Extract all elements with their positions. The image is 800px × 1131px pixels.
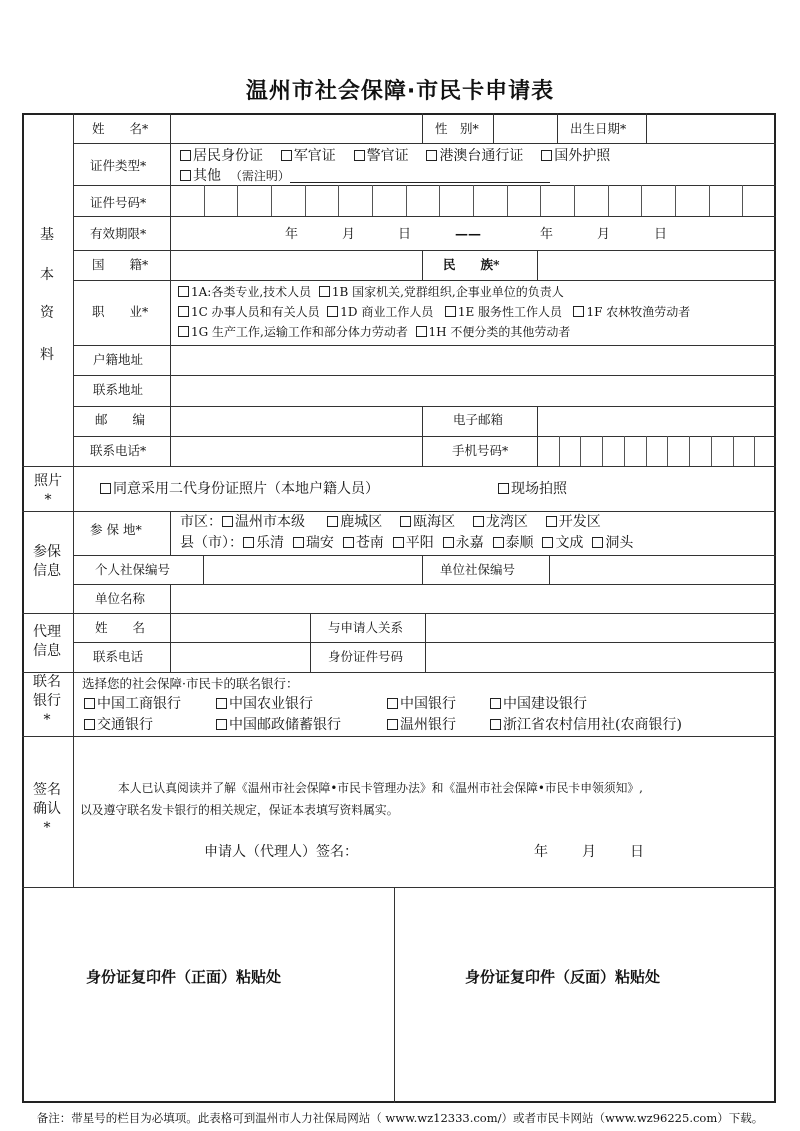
agent-id-field[interactable]	[428, 644, 774, 670]
name-label: 姓 名*	[92, 121, 149, 136]
id-number-cell-divider	[372, 185, 373, 216]
bank-option-zjrcc[interactable]: 浙江省农村信用社(农商银行)	[490, 718, 682, 732]
personal-insurance-no-label: 个人社保编号	[95, 562, 171, 577]
checkbox-icon	[542, 537, 553, 548]
checkbox-icon	[573, 306, 584, 317]
form-title: 温州市社会保障·市民卡申请表	[245, 79, 555, 104]
checkbox-icon	[498, 483, 509, 494]
checkbox-icon	[293, 537, 304, 548]
checkbox-icon	[541, 150, 552, 161]
section-basic-3: 资	[40, 305, 54, 321]
checkbox-icon	[354, 150, 365, 161]
grid-line	[170, 511, 171, 555]
gender-label: 性 别*	[435, 121, 479, 136]
grid-line	[170, 584, 171, 672]
agent-relation-label: 与申请人关系	[328, 620, 404, 635]
section-insurance: 参保 信息	[33, 544, 61, 579]
occupation-1g[interactable]: 1G 生产工作,运输工作和部分体力劳动者	[178, 325, 408, 339]
mobile-cell-divider	[667, 436, 668, 466]
id-number-cell-divider	[237, 185, 238, 216]
id-number-cell-divider	[709, 185, 710, 216]
district-kaifa[interactable]: 开发区	[546, 514, 601, 530]
bank-option-ccb[interactable]: 中国建设银行	[490, 697, 587, 711]
id-number-cell-divider	[473, 185, 474, 216]
nationality-field[interactable]	[172, 252, 422, 278]
id-number-cell-divider	[641, 185, 642, 216]
checkbox-icon	[180, 170, 191, 181]
grid-line	[22, 511, 776, 512]
signature-field[interactable]	[380, 838, 520, 862]
grid-line	[73, 216, 776, 217]
id-number-cell-divider	[271, 185, 272, 216]
ethnicity-field[interactable]	[540, 252, 774, 278]
mobile-cell-divider	[580, 436, 581, 466]
agent-name-label: 姓 名	[95, 620, 146, 635]
photo-option-onsite[interactable]: 现场拍照	[498, 482, 567, 496]
checkbox-icon	[216, 719, 227, 730]
id-type-military[interactable]: 军官证	[281, 148, 336, 164]
section-sign: 签名 确认 *	[33, 782, 61, 836]
grid-line	[73, 436, 776, 437]
checkbox-icon	[592, 537, 603, 548]
occupation-1a[interactable]: 1A:各类专业,技术人员	[178, 285, 311, 299]
ethnicity-label: 民 族*	[443, 257, 500, 272]
sign-statement-line1: 本人已认真阅读并了解《温州市社会保障•市民卡管理办法》和《温州市社会保障•市民卡申领须知》,	[118, 781, 643, 795]
sign-date-month: 月	[582, 844, 596, 860]
birth-date-field[interactable]	[648, 116, 774, 142]
id-other-input[interactable]	[290, 170, 550, 183]
id-number-cell-divider	[574, 185, 575, 216]
checkbox-icon	[100, 483, 111, 494]
id-type-passport[interactable]: 国外护照	[541, 148, 610, 164]
city-district-options: 市区： 温州市本级 鹿城区 瓯海区 龙湾区 开发区	[180, 514, 601, 530]
grid-line	[425, 613, 426, 672]
bank-option-bocom[interactable]: 交通银行	[84, 718, 153, 732]
checkbox-icon	[343, 537, 354, 548]
bank-option-abc[interactable]: 中国农业银行	[216, 697, 313, 711]
mobile-cell-divider	[602, 436, 603, 466]
id-number-cell-divider	[305, 185, 306, 216]
county-taishun[interactable]: 泰顺	[493, 535, 534, 551]
household-address-field[interactable]	[172, 346, 774, 374]
id-number-cell-divider	[507, 185, 508, 216]
agent-phone-label: 联系电话	[93, 649, 144, 664]
grid-line	[22, 736, 776, 737]
occupation-1h[interactable]: 1H 不便分类的其他劳动者	[416, 325, 571, 339]
footnote: 备注：带星号的栏目为必填项。此表格可到温州市人力社保局网站（ www.wz12333.com/）或者市民卡网站（www.wz96225.com）下载。	[36, 1111, 764, 1125]
grid-line	[22, 672, 776, 673]
occupation-1e[interactable]: 1E 服务性工作人员	[445, 305, 562, 319]
checkbox-icon	[416, 326, 427, 337]
checkbox-icon	[327, 306, 338, 317]
occupation-1b[interactable]: 1B 国家机关,党群组织,企事业单位的负责人	[319, 285, 564, 299]
district-longwan[interactable]: 龙湾区	[473, 514, 528, 530]
sign-statement-line2: 以及遵守联名发卡银行的相关规定，保证本表填写资料属实。	[80, 803, 399, 817]
checkbox-icon	[387, 698, 398, 709]
id-copy-back-area: 身份证复印件（反面）粘贴处	[465, 968, 661, 986]
mobile-cell-divider	[754, 436, 755, 466]
validity-month-start: 月	[342, 227, 356, 242]
occupation-line-2	[178, 306, 690, 318]
grid-line	[73, 555, 776, 556]
unit-insurance-no-field[interactable]	[552, 557, 774, 583]
county-ruian[interactable]: 瑞安	[293, 535, 334, 551]
id-number-cell-divider	[675, 185, 676, 216]
agent-relation-field[interactable]	[428, 615, 774, 641]
occupation-1f[interactable]: 1F 农林牧渔劳动者	[573, 305, 690, 319]
validity-dash: ——	[455, 227, 481, 242]
checkbox-icon	[443, 537, 454, 548]
id-type-resident[interactable]: 居民身份证	[180, 148, 263, 164]
grid-line	[422, 555, 423, 584]
county-pingyang[interactable]: 平阳	[393, 535, 434, 551]
checkbox-icon	[546, 516, 557, 527]
id-number-cell-divider	[338, 185, 339, 216]
checkbox-icon	[178, 286, 189, 297]
contact-address-label: 联系地址	[93, 382, 144, 397]
email-field[interactable]	[540, 407, 774, 435]
occupation-line-3	[178, 326, 570, 338]
grid-line	[73, 250, 776, 251]
postcode-field[interactable]	[172, 407, 422, 435]
grid-line	[557, 113, 558, 143]
grid-line	[422, 250, 423, 280]
checkbox-icon	[400, 516, 411, 527]
validity-month-end: 月	[597, 227, 611, 242]
checkbox-icon	[178, 326, 189, 337]
id-copy-front-area: 身份证复印件（正面）粘贴处	[86, 968, 282, 986]
checkbox-icon	[387, 719, 398, 730]
occupation-1d[interactable]: 1D 商业工作人员	[327, 305, 433, 319]
validity-year-start: 年	[285, 227, 299, 242]
grid-line	[646, 113, 647, 143]
validity-day-end: 日	[654, 227, 668, 242]
mobile-cell-divider	[559, 436, 560, 466]
occupation-1c[interactable]: 1C 办事人员和有关人员	[178, 305, 320, 319]
checkbox-icon	[473, 516, 484, 527]
mobile-cell-divider	[624, 436, 625, 466]
id-type-other[interactable]: 其他 （需注明）	[180, 169, 550, 183]
phone-field[interactable]	[172, 438, 422, 466]
section-photo: 照片 *	[34, 473, 62, 508]
unit-name-label: 单位名称	[95, 591, 146, 606]
bank-option-boc[interactable]: 中国银行	[387, 697, 456, 711]
county-yongjia[interactable]: 永嘉	[443, 535, 484, 551]
grid-line	[73, 113, 74, 887]
bank-option-psbc[interactable]: 中国邮政储蓄银行	[216, 718, 341, 732]
id-type-options	[180, 149, 610, 163]
id-number-cell-divider	[540, 185, 541, 216]
district-lucheng[interactable]: 鹿城区	[327, 514, 382, 530]
district-ouhai[interactable]: 瓯海区	[400, 514, 455, 530]
id-number-cell-divider	[608, 185, 609, 216]
id-number-cell-divider	[204, 185, 205, 216]
section-agent: 代理 信息	[33, 624, 61, 659]
bank-option-wzbank[interactable]: 温州银行	[387, 718, 456, 732]
household-address-label: 户籍地址	[93, 352, 144, 367]
county-options: 县（市）： 乐清 瑞安 苍南 平阳 永嘉 泰顺 文成 洞头	[180, 535, 634, 551]
grid-line	[170, 113, 171, 466]
section-basic-4: 料	[40, 347, 54, 363]
county-cangnan[interactable]: 苍南	[343, 535, 384, 551]
mobile-cell-divider	[646, 436, 647, 466]
section-basic-2: 本	[40, 267, 54, 283]
unit-name-field[interactable]	[172, 586, 774, 612]
grid-line	[549, 555, 550, 584]
validity-year-end: 年	[540, 227, 554, 242]
checkbox-icon	[243, 537, 254, 548]
checkbox-icon	[84, 698, 95, 709]
grid-line	[203, 555, 204, 584]
grid-line	[22, 613, 776, 614]
id-number-cell-divider	[742, 185, 743, 216]
personal-insurance-no-field[interactable]	[206, 557, 421, 583]
mobile-cell-divider	[689, 436, 690, 466]
grid-line	[422, 113, 423, 143]
county-dongtou[interactable]: 洞头	[592, 535, 633, 551]
county-wencheng[interactable]: 文成	[542, 535, 583, 551]
grid-line	[73, 280, 776, 281]
checkbox-icon	[393, 537, 404, 548]
bank-prompt: 选择您的社会保障·市民卡的联名银行：	[82, 676, 299, 691]
agent-name-field[interactable]	[172, 615, 312, 641]
grid-line	[422, 406, 423, 466]
sign-date-day: 日	[630, 844, 644, 860]
checkbox-icon	[222, 516, 233, 527]
grid-line	[537, 250, 538, 280]
grid-line	[73, 143, 776, 144]
unit-insurance-no-label: 单位社保编号	[440, 562, 516, 577]
checkbox-icon	[178, 306, 189, 317]
gender-field[interactable]	[494, 116, 556, 142]
id-number-cell-divider	[406, 185, 407, 216]
grid-line	[22, 887, 776, 888]
checkbox-icon	[216, 698, 227, 709]
name-field[interactable]	[172, 116, 422, 142]
mobile-cell-divider	[733, 436, 734, 466]
contact-address-field[interactable]	[172, 376, 774, 404]
checkbox-icon	[84, 719, 95, 730]
photo-option-id-card[interactable]: 同意采用二代身份证照片（本地户籍人员）	[100, 482, 379, 496]
checkbox-icon	[281, 150, 292, 161]
district-wenzhou[interactable]: 温州市本级	[222, 514, 305, 530]
id-type-hk-macau-tw[interactable]: 港澳台通行证	[426, 148, 523, 164]
id-type-police[interactable]: 警官证	[354, 148, 409, 164]
validity-label: 有效期限*	[90, 226, 147, 241]
checkbox-icon	[490, 719, 501, 730]
occupation-label: 职 业*	[92, 304, 149, 319]
validity-day-start: 日	[398, 227, 412, 242]
grid-line	[394, 887, 395, 1103]
occupation-line-1	[178, 286, 564, 298]
id-number-cell-divider	[439, 185, 440, 216]
checkbox-icon	[445, 306, 456, 317]
checkbox-icon	[490, 698, 501, 709]
checkbox-icon	[180, 150, 191, 161]
checkbox-icon	[493, 537, 504, 548]
sign-date-year: 年	[534, 844, 548, 860]
birth-date-label: 出生日期*	[570, 121, 627, 136]
phone-label: 联系电话*	[90, 443, 147, 458]
section-basic-1: 基	[40, 227, 54, 243]
grid-line	[22, 466, 776, 467]
mobile-label: 手机号码*	[452, 443, 509, 458]
grid-line	[73, 185, 776, 186]
id-number-label: 证件号码*	[90, 195, 147, 210]
nationality-label: 国 籍*	[92, 257, 149, 272]
grid-line	[73, 584, 776, 585]
agent-phone-field[interactable]	[172, 644, 312, 670]
mobile-cell-divider	[711, 436, 712, 466]
grid-line	[537, 406, 538, 466]
insurance-place-label: 参 保 地*	[90, 522, 142, 537]
postcode-label: 邮 编	[95, 412, 146, 427]
county-yueqing[interactable]: 乐清	[243, 535, 284, 551]
bank-option-icbc[interactable]: 中国工商银行	[84, 697, 181, 711]
agent-id-label: 身份证件号码	[328, 649, 404, 664]
id-type-label: 证件类型*	[90, 158, 147, 173]
checkbox-icon	[426, 150, 437, 161]
signature-label: 申请人（代理人）签名：	[204, 844, 358, 860]
checkbox-icon	[327, 516, 338, 527]
section-bank: 联名 银行 *	[33, 674, 61, 728]
email-label: 电子邮箱	[453, 412, 504, 427]
checkbox-icon	[319, 286, 330, 297]
